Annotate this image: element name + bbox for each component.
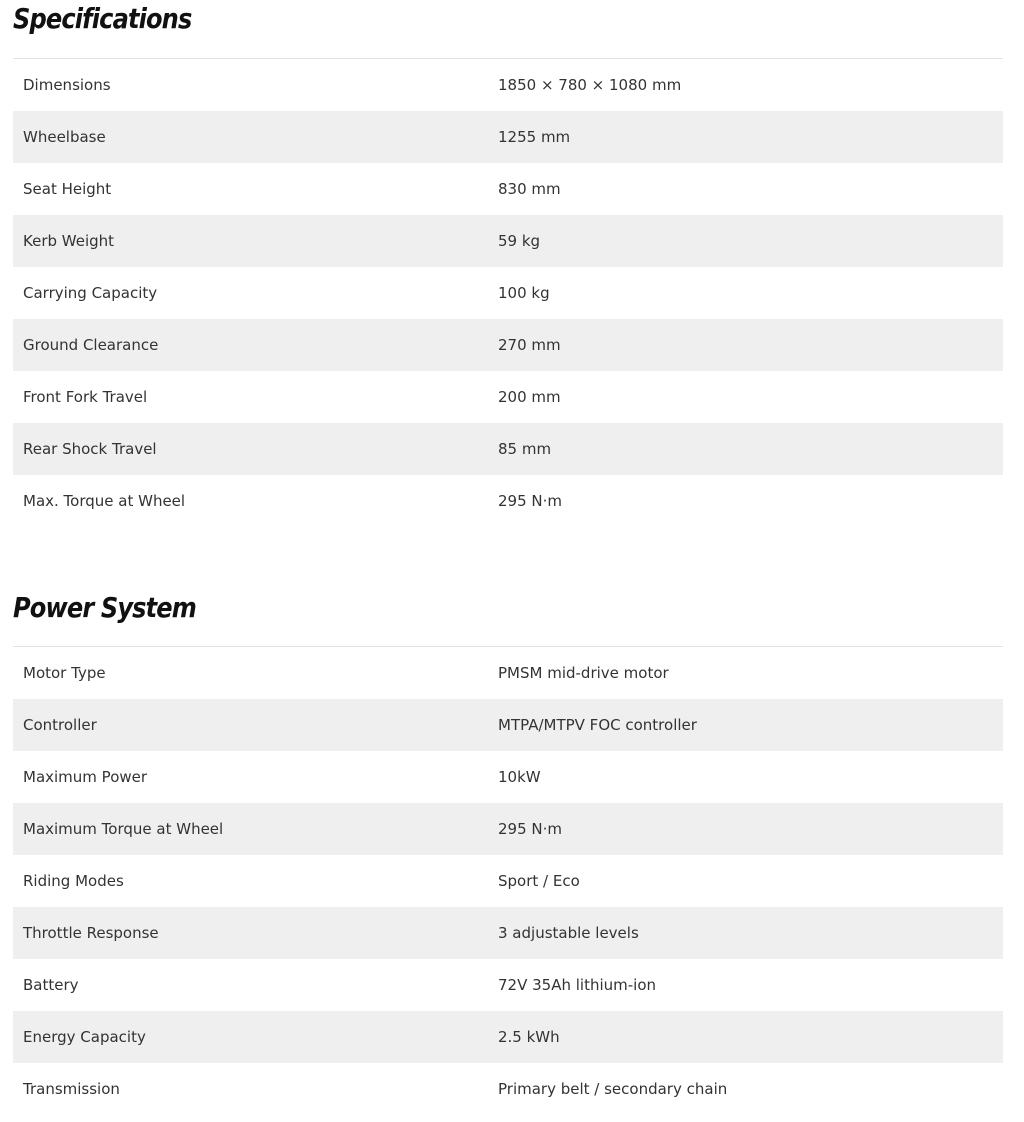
- table-row: [13, 907, 1003, 959]
- spec-value: 1850 × 780 × 1080 mm: [498, 76, 682, 94]
- spec-value: 85 mm: [498, 440, 552, 458]
- table-row: [13, 803, 1003, 855]
- table-row: [13, 1011, 1003, 1063]
- spec-value: 295 N·m: [498, 492, 562, 510]
- spec-label: Maximum Power: [23, 768, 148, 786]
- spec-value: 3 adjustable levels: [498, 924, 639, 942]
- spec-value: PMSM mid-drive motor: [498, 664, 669, 682]
- spec-value: 830 mm: [498, 180, 561, 198]
- spec-value: 200 mm: [498, 388, 561, 406]
- table-row: [13, 751, 1003, 803]
- spec-value: 295 N·m: [498, 820, 562, 838]
- spec-label: Max. Torque at Wheel: [23, 492, 186, 510]
- table-row: [13, 215, 1003, 267]
- table-row: [13, 111, 1003, 163]
- spec-value: 100 kg: [498, 284, 550, 302]
- power-system-section: [13, 577, 1003, 1122]
- table-row: [13, 371, 1003, 423]
- table-row: [13, 855, 1003, 907]
- spec-value: 10kW: [498, 768, 541, 786]
- table-row: [13, 267, 1003, 319]
- power-system-title: Power System: [13, 591, 197, 624]
- spec-value: Primary belt / secondary chain: [498, 1080, 728, 1098]
- spec-label: Carrying Capacity: [23, 284, 158, 302]
- spec-label: Ground Clearance: [23, 336, 159, 354]
- spec-value: 59 kg: [498, 232, 541, 250]
- spec-label: Throttle Response: [23, 924, 159, 942]
- spec-label: Motor Type: [23, 664, 106, 682]
- specifications-table: [13, 59, 1003, 527]
- table-row: [13, 319, 1003, 371]
- spec-label: Rear Shock Travel: [23, 440, 157, 458]
- table-row: [13, 423, 1003, 475]
- spec-label: Maximum Torque at Wheel: [23, 820, 224, 838]
- spec-label: Dimensions: [23, 76, 111, 94]
- power-system-table: [13, 647, 1003, 1115]
- table-row: [13, 475, 1003, 527]
- table-row: [13, 959, 1003, 1011]
- spec-value: 1255 mm: [498, 128, 571, 146]
- spec-label: Energy Capacity: [23, 1028, 146, 1046]
- spec-label: Wheelbase: [23, 128, 106, 146]
- spec-label: Battery: [23, 976, 79, 994]
- spec-label: Front Fork Travel: [23, 388, 148, 406]
- table-row: [13, 163, 1003, 215]
- table-row: [13, 699, 1003, 751]
- table-row: [13, 1063, 1003, 1115]
- spec-value: 72V 35Ah lithium-ion: [498, 976, 657, 994]
- table-row: [13, 647, 1003, 699]
- spec-label: Transmission: [23, 1080, 120, 1098]
- spec-label: Riding Modes: [23, 872, 124, 890]
- specifications-section: [13, 0, 1003, 560]
- specifications-title: Specifications: [13, 2, 192, 35]
- spec-value: Sport / Eco: [498, 872, 580, 890]
- spec-label: Seat Height: [23, 180, 112, 198]
- table-row: [13, 59, 1003, 111]
- spec-value: 2.5 kWh: [498, 1028, 560, 1046]
- spec-label: Controller: [23, 716, 97, 734]
- spec-value: MTPA/MTPV FOC controller: [498, 716, 697, 734]
- spec-value: 270 mm: [498, 336, 561, 354]
- spec-label: Kerb Weight: [23, 232, 115, 250]
